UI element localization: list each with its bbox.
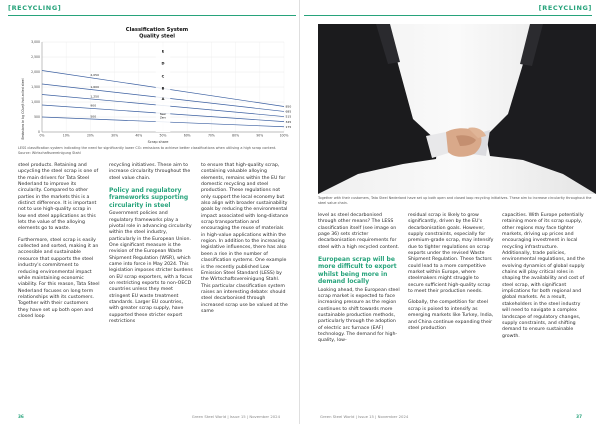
x-tick-label: 40% — [135, 133, 143, 138]
zone-label: B — [161, 86, 165, 91]
paragraph: Government policies and regulatory frameworks play a pivotal role in advancing circularity within the steel industry, particularly in the European Union. One significant measure is the revision of the European Waste Shipment Regulation (WSR), which came into force in May 2024. This legislation imposes stricter burdens on EU scrap exporters, with a focus on restricting exports to non-OECD countries unless they meet stringent EU waste treatment standards. Larger EU countries, with greater scrap supply, have supported these stricter export restrictions — [109, 211, 193, 325]
chart-title: Classification System — [125, 27, 189, 33]
zone-label: A — [161, 96, 165, 101]
series-end-label: 345 — [285, 119, 292, 124]
footer-right: Green Steel World | Issue 15 | November 2024 — [320, 414, 409, 419]
chart-svg — [18, 24, 296, 146]
section-rule-left — [8, 15, 296, 16]
y-tick-label: 0 — [38, 130, 40, 135]
classification-chart — [18, 24, 296, 146]
x-tick-label: 100% — [279, 133, 289, 138]
x-tick-label: 0% — [39, 133, 45, 138]
section-tag-left: [RECYCLING] — [8, 4, 62, 12]
zone-label: Near — [159, 113, 167, 117]
series-end-label: 685 — [285, 109, 292, 114]
series-end-label: 175 — [285, 124, 292, 129]
handshake-photo — [318, 24, 596, 194]
series-start-label: 1,250 — [90, 94, 99, 99]
x-tick-label: 80% — [232, 133, 240, 138]
left-column-3 — [201, 163, 289, 320]
right-column-3 — [502, 213, 588, 345]
x-tick-label: 90% — [256, 133, 264, 138]
paragraph: Furthermore, steel scrap is easily collected and sorted, making it an accessible and sustainable resource that supports the steel industry's commitment to reducing environmental impact while maintaining economic viability. For this reason, Tata Steel Nederland focuses on long term relationships with its customers. Together with their customers they have set up both open and closed loop — [18, 237, 100, 319]
paragraph: to ensure that high-quality scrap, containing valuable alloying elements, remains within the EU for domestic recycling and steel production. These regulations not only support the local economy but also align with broader sustainability goals by reducing the environmental impact associated with long-distance scrap transportation and encouraging the reuse of materials in high-value applications within the region. In addition to the increasing legislative influences, there has also been a rise in the number of classification systems. One example is the recently published Low Emission Steel Standard (LESS) by the Wirtschaftsvereinigung Stahl. This particular classification system raises an interesting debate: should steel decarbonised through increased scrap use be valued at the same — [201, 163, 289, 314]
series-end-label: 850 — [285, 104, 292, 109]
y-tick-label: 2,500 — [31, 55, 40, 60]
x-tick-label: 20% — [86, 133, 94, 138]
series-start-label: 900 — [90, 103, 97, 108]
y-tick-label: 2,000 — [31, 70, 40, 75]
y-tick-label: 1,500 — [31, 85, 40, 90]
chart-source-text: Source: Wirtschaftsvereinigung Stahl — [18, 150, 81, 155]
left-column-1 — [18, 163, 100, 325]
series-start-label: 1,600 — [90, 84, 99, 89]
zone-label: C — [161, 74, 165, 79]
paragraph: recycling initiatives. These aim to increase circularity throughout the steel value chain. — [109, 163, 191, 181]
y-tick-label: 3,000 — [31, 40, 40, 45]
page-number-right: 37 — [576, 414, 582, 419]
left-column-2 — [109, 163, 193, 330]
series-start-label: 2,050 — [90, 73, 99, 78]
subheading-european-scrap: European scrap will be more difficult to export whilst being more in demand locally — [318, 256, 397, 286]
handshake-image — [318, 24, 596, 194]
right-page — [300, 0, 600, 424]
footer-left: Green Steel World | Issue 15 | November 2024 — [191, 414, 280, 419]
series-end-label: 515 — [285, 114, 292, 119]
right-column-2 — [408, 213, 494, 337]
zone-label: D — [161, 61, 165, 66]
y-tick-label: 1,000 — [31, 100, 40, 105]
paragraph: Looking ahead, the European steel scrap market is expected to face increasing pressure as the region continues to shift towards more sustainable production methods, particularly through the adoption of electric arc furnace (EAF) technology. The demand for high-quality, low- — [318, 287, 400, 344]
x-tick-label: 50% — [159, 133, 167, 138]
section-rule-right — [304, 15, 592, 16]
chart-subtitle: Quality steel — [139, 33, 175, 40]
x-tick-label: 60% — [183, 133, 191, 138]
chart-caption — [18, 146, 293, 155]
x-tick-label: 30% — [111, 133, 119, 138]
chart-xlabel: Scrap share — [147, 140, 169, 144]
photo-caption: Together with their customers, Tata Steel Nederland have set up both open and closed loop recycling initiatives. These aim to increase circularity throughout the steel value chain. — [318, 196, 592, 205]
paragraph: residual scrap is likely to grow significantly, driven by the EU's decarbonisation goals. However, supply constraints, especially for premium-grade scrap, may intensify due to tighter regulations on scrap exports under the revised Waste Shipment Regulation. These factors could lead to a more competitive market within Europe, where steelmakers might struggle to secure sufficient high-quality scrap to meet their production needs. — [408, 213, 494, 295]
paragraph: level as steel decarbonised through other means? The LESS classification itself (see image on page 36) sets stricter decarbonisation requirements for steel with a high recycled content. — [318, 213, 400, 250]
series-start-label: 500 — [90, 114, 97, 119]
right-column-1 — [318, 213, 400, 350]
x-tick-label: 10% — [62, 133, 70, 138]
paragraph: steel products. Retaining and upcycling the steel scrap is one of the main drivers for Tata Steel Nederland to improve its circularity. Compared to other parties in the markets this is a distinct difference. It is important not to use high-quality scrap in low end steel applications as this lets the value of the alloying elements go to waste. — [18, 163, 99, 232]
subheading-policy: Policy and regulatory frameworks supporting circularity in steel — [109, 187, 189, 209]
paragraph: capacities. With Europe potentially retaining more of its scrap supply, other regions may face tighter markets, driving up prices and encouraging investment in local recycling infrastructure. Additionally, trade policies, environmental regulations, and the evolving dynamics of global supply chains will play critical roles in shaping the availability and cost of steel scrap, with significant implications for both regional and global markets. As a result, stakeholders in the steel industry will need to navigate a complex landscape of regulatory changes, supply constraints, and shifting demand to ensure sustainable growth. — [502, 213, 585, 339]
section-tag-right: [RECYCLING] — [538, 4, 592, 12]
chart-caption-text: LESS classification system indicating the need for significantly lower CO₂ emissions to achieve better classifications when utilising a high scrap content. — [18, 146, 277, 150]
chart-ylabel: Emissions in kg CO₂e/t hot-rolled steel — [21, 78, 25, 140]
zone-label: Zero — [160, 116, 166, 120]
x-tick-label: 70% — [207, 133, 215, 138]
y-tick-label: 500 — [34, 115, 40, 120]
paragraph: Globally, the competition for steel scrap is poised to intensify as emerging markets like Turkey, India, and China continue expanding their steel production — [408, 300, 494, 331]
zone-label: E — [161, 49, 165, 54]
page-number-left: 36 — [18, 414, 24, 419]
